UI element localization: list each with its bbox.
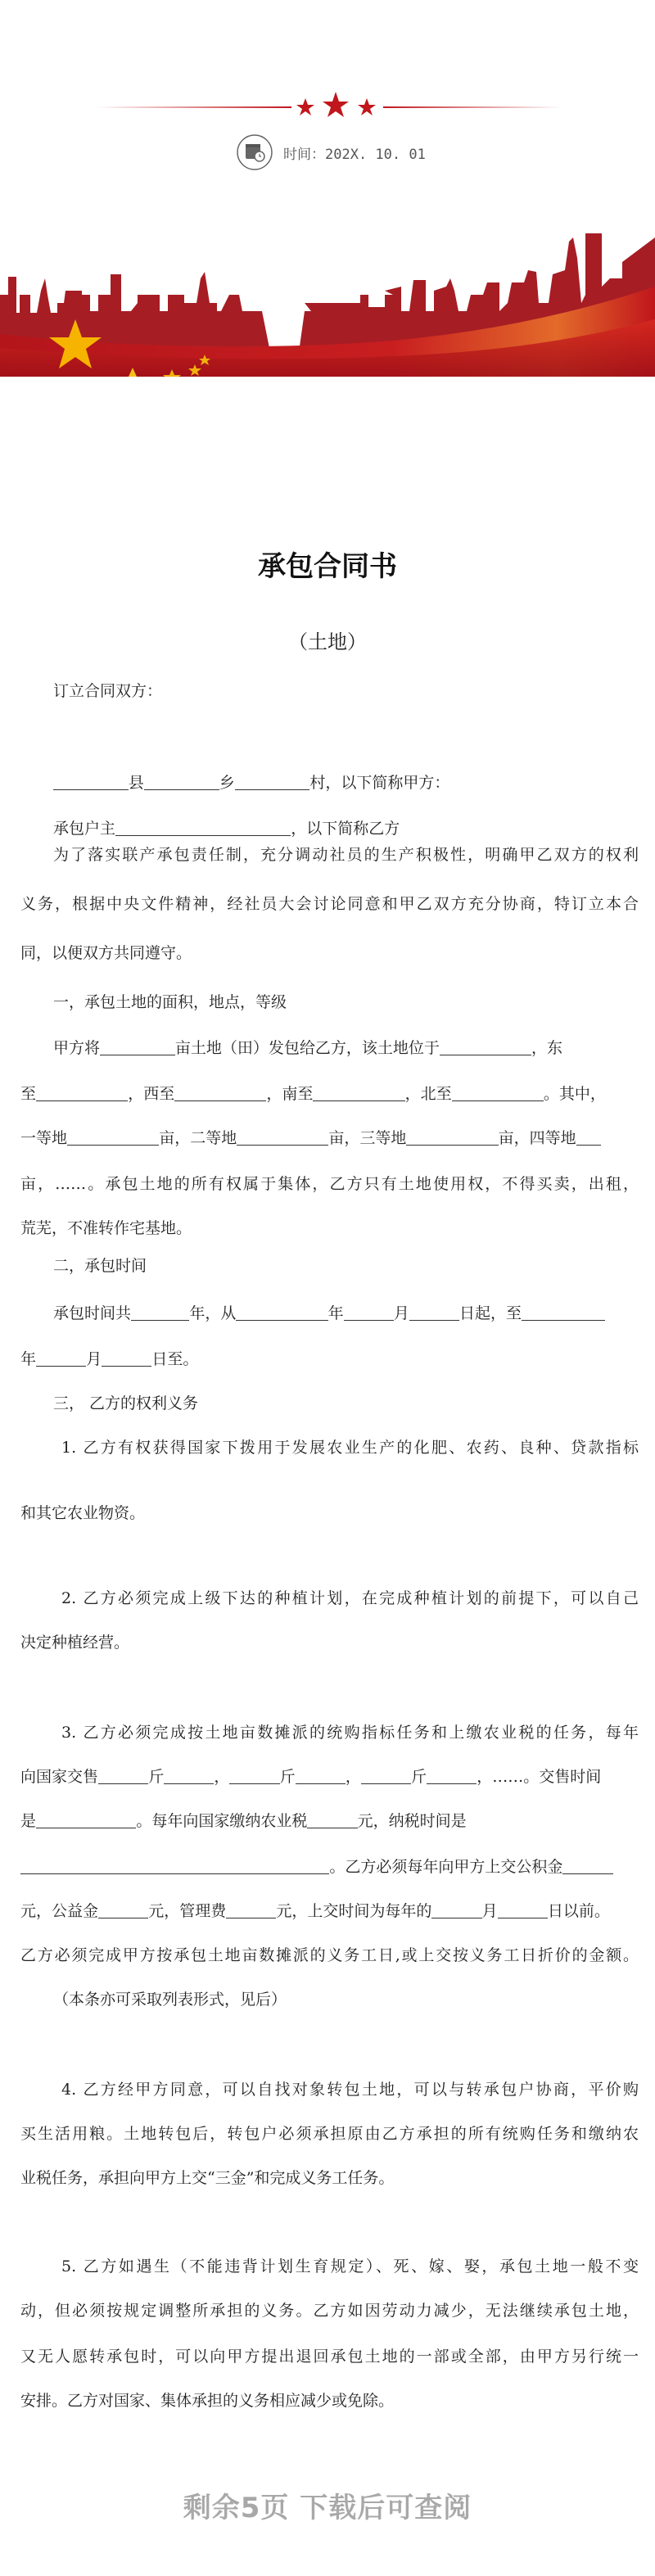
download-to-read-more-link[interactable]: 剩余5页 下载后可查阅 [183, 2492, 472, 2524]
clause-1-line: 1. 乙方有权获得国家下拨用于发展农业生产的化肥、农药、良种、贷款指标 [61, 1439, 639, 1457]
paragraph-line: 为了落实联产承包责任制，充分调动社员的生产积极性，明确甲乙双方的权利 [53, 846, 639, 864]
blank-field [296, 1767, 346, 1784]
blank-field [361, 1767, 411, 1784]
clause-3-line: 是 。每年向国家缴纳农业税 元，纳税时间是 [20, 1812, 467, 1830]
clause-3-line: 元，公益金 元，管理费 元，上交时间为每年的 月 日以前。 [20, 1902, 610, 1920]
header-divider [0, 82, 655, 131]
blank-field [102, 1349, 151, 1367]
clause-3-line: 向国家交售 斤 ， 斤 ， 斤 ，……。交售时间 [20, 1768, 602, 1786]
section-heading-3: 三， 乙方的权利义务 [53, 1394, 199, 1412]
blank-field [226, 1901, 276, 1918]
blank-field [53, 773, 129, 790]
paragraph-line: 至 ，西至 ，南至 ，北至 。其中， [20, 1085, 606, 1103]
calendar-clock-icon [236, 133, 275, 173]
skyline-banner [0, 213, 655, 377]
blank-field [498, 1901, 548, 1918]
clause-2-line: 2. 乙方必须完成上级下达的种植计划，在完成种植计划的前提下，可以自己 [61, 1589, 639, 1607]
star-icon [296, 98, 314, 115]
blank-field [427, 1767, 477, 1784]
blank-field [36, 1349, 86, 1367]
paragraph-line: 荒芜，不准转作宅基地。 [20, 1219, 192, 1237]
clause-4-line: 4. 乙方经甲方同意，可以自找对象转包土地，可以与转承包户协商，平价购 [61, 2081, 639, 2099]
blank-field [36, 1811, 136, 1828]
blank-field [174, 1084, 266, 1101]
clause-2-line: 决定种植经营。 [20, 1634, 130, 1652]
clause-3-line: 。乙方必须每年向甲方上交公积金 [20, 1855, 639, 1878]
blank-field [164, 1767, 214, 1784]
blank-field [431, 1901, 481, 1918]
blank-field [235, 773, 310, 790]
paragraph-line: 亩，……。承包土地的所有权属于集体，乙方只有土地使用权，不得买卖，出租， [20, 1175, 639, 1193]
blank-field [307, 1811, 357, 1828]
paragraph-line: 甲方将 亩土地（田）发包给乙方，该土地位于 ，东 [53, 1039, 563, 1057]
clause-5-line: 安排。乙方对国家、集体承担的义务相应减少或免除。 [20, 2392, 395, 2410]
blank-field [344, 1304, 394, 1321]
section-heading-1: 一，承包土地的面积，地点，等级 [53, 993, 287, 1011]
document-title: 承包合同书 [258, 550, 397, 583]
blank-field [67, 1128, 159, 1146]
blank-field [522, 1304, 605, 1321]
blank-field [440, 1038, 531, 1055]
blank-field [144, 773, 219, 790]
clause-5-line: 动，但必须按规定调整所承担的义务。乙方如因劳动力减少，无法继续承包土地， [20, 2302, 639, 2320]
paragraph-line: 年 月 日至。 [20, 1350, 199, 1368]
party-b-line: 承包户主 ，以下简称乙方 [53, 820, 400, 838]
clause-4-line: 业税任务，承担向甲方上交“三金”和完成义务工任务。 [20, 2169, 395, 2187]
star-icon [323, 92, 349, 117]
blank-field [229, 1767, 279, 1784]
blank-field [100, 1038, 175, 1055]
clause-5-line: 5. 乙方如遇生（不能违背计划生育规定）、死、嫁、娶，承包土地一般不变 [61, 2257, 639, 2275]
blank-field [36, 1084, 128, 1101]
blank-field [409, 1304, 459, 1321]
blank-field [452, 1084, 544, 1101]
paragraph-line: 同，以便双方共同遵守。 [20, 944, 192, 962]
blank-field [20, 1857, 329, 1874]
blank-field [313, 1084, 404, 1101]
clause-5-line: 又无人愿转承包时，可以向甲方提出退回承包土地的一部或全部，由甲方另行统一 [20, 2348, 639, 2366]
star-icon [358, 98, 376, 115]
parties-label: 订立合同双方： [53, 682, 163, 700]
blank-field [576, 1128, 602, 1146]
blank-field [562, 1857, 612, 1874]
blank-field [237, 1128, 328, 1146]
blank-field [115, 819, 291, 836]
paragraph-line: 承包时间共 年，从 年 月 日起，至 [53, 1302, 639, 1325]
clause-3-note: （本条亦可采取列表形式，见后） [53, 1991, 287, 2009]
paragraph-line: 一等地 亩，二等地 亩，三等地 亩，四等地 [20, 1127, 639, 1150]
blank-field [131, 1304, 189, 1321]
clause-4-line: 买生活用粮。土地转包后，转包户必须承担原由乙方承担的所有统购任务和缴纳农 [20, 2125, 639, 2143]
blank-field [98, 1767, 148, 1784]
date-label: 时间：202X. 10. 01 [283, 147, 426, 163]
document-subtitle: （土地） [288, 630, 367, 653]
blank-field [98, 1901, 148, 1918]
section-heading-2: 二，承包时间 [53, 1257, 147, 1275]
blank-field [236, 1304, 328, 1321]
clause-3-line: 3. 乙方必须完成按土地亩数摊派的统购指标任务和上缴农业税的任务，每年 [61, 1724, 639, 1742]
blank-field [406, 1128, 498, 1146]
clause-3-line: 乙方必须完成甲方按承包土地亩数摊派的义务工日,或上交按义务工日折价的金额。 [20, 1946, 639, 1964]
party-a-line: 县 乡 村，以下简称甲方： [53, 771, 639, 794]
clause-1-line: 和其它农业物资。 [20, 1504, 146, 1522]
paragraph-line: 义务，根据中央文件精神，经社员大会讨论同意和甲乙双方充分协商，特订立本合 [20, 895, 639, 913]
